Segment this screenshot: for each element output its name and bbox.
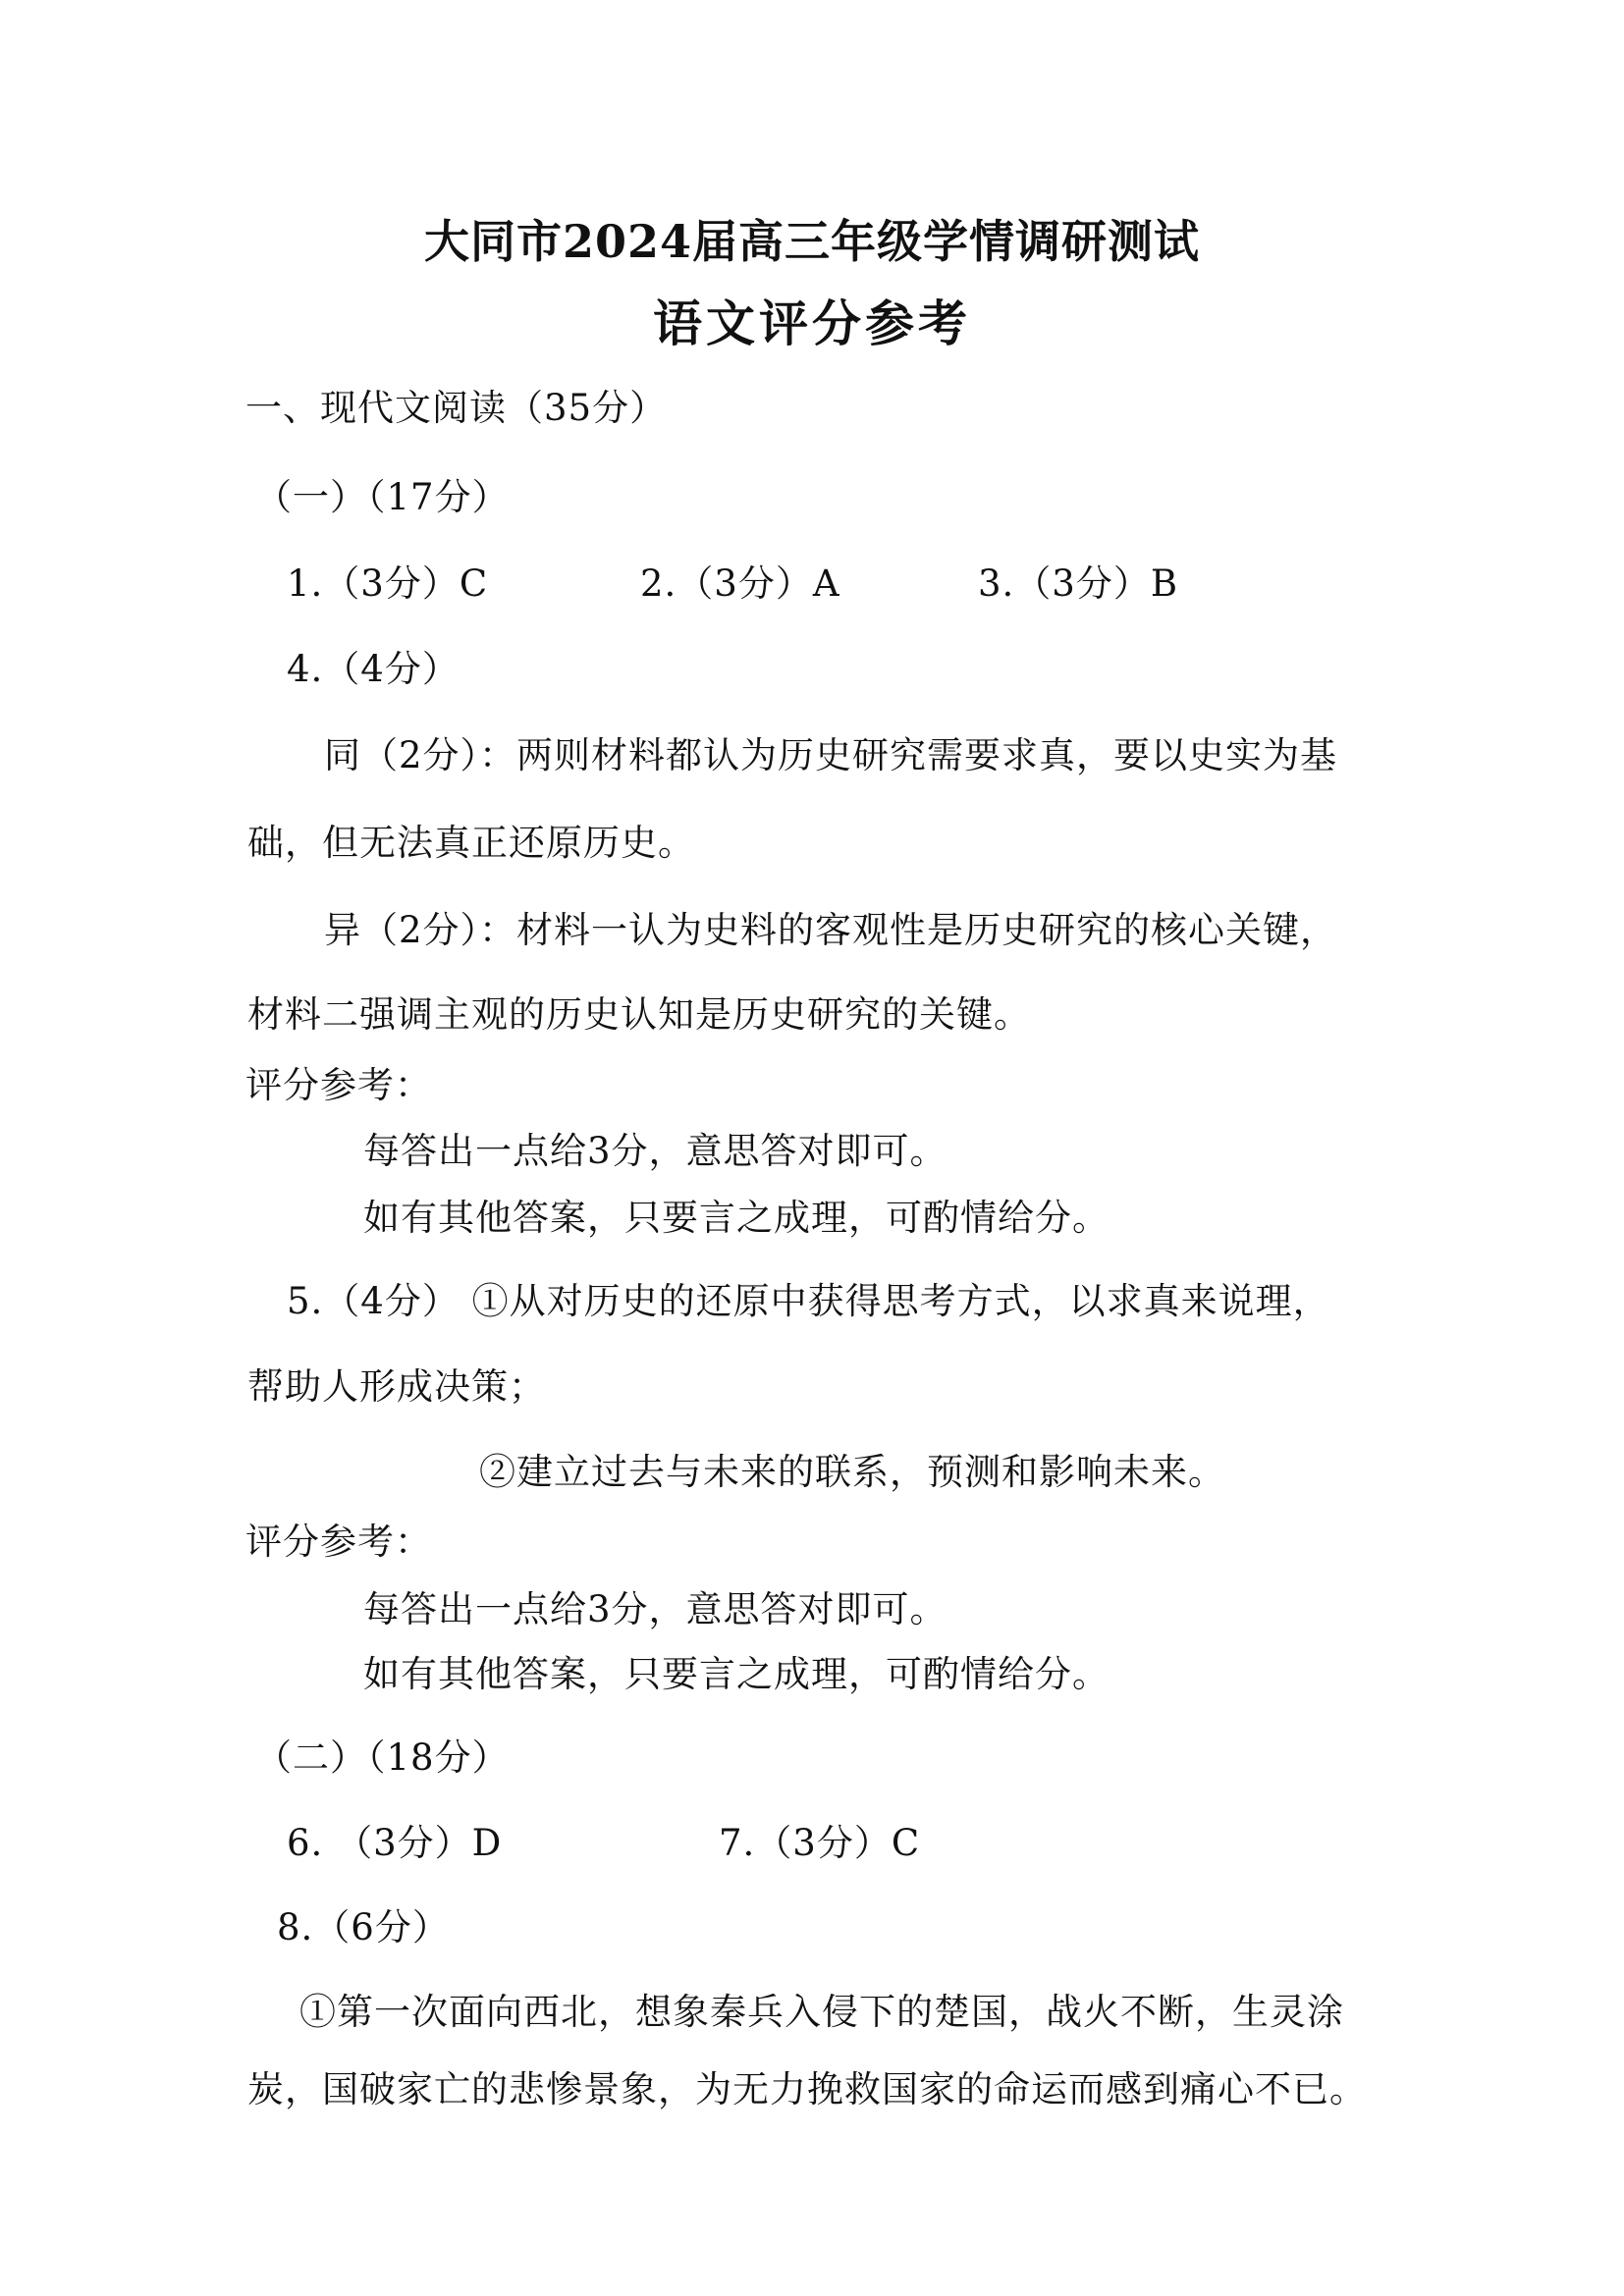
q5-rubric-label: 评分参考： — [245, 1521, 432, 1563]
q8-line-1: ①第一次面向西北，想象秦兵入侵下的楚国，战火不断，生灵涂 — [299, 1991, 1344, 2033]
q4-same-line-2: 础，但无法真正还原历史。 — [247, 822, 695, 864]
page-title: 大同市2024届高三年级学情调研测试 — [423, 215, 1201, 268]
q5-line-1: 5.（4分） ①从对历史的还原中获得思考方式，以求真来说理， — [287, 1280, 1330, 1322]
question-label-q4: 4.（4分） — [287, 648, 460, 690]
q8-line-2: 炭，国破家亡的悲惨景象，为无力挽救国家的命运而感到痛心不已。 — [247, 2068, 1367, 2110]
q4-diff-line-2: 材料二强调主观的历史认知是历史研究的关键。 — [247, 993, 1031, 1036]
q5-line-3: ②建立过去与未来的联系，预测和影响未来。 — [479, 1451, 1225, 1493]
question-label-q8: 8.（6分） — [277, 1906, 450, 1949]
q5-line-2: 帮助人形成决策； — [247, 1365, 546, 1408]
q5-rubric-line-1: 每答出一点给3分，意思答对即可。 — [363, 1588, 947, 1630]
answer-q1: 1.（3分）C — [287, 562, 489, 605]
answer-q3: 3.（3分）B — [978, 562, 1179, 605]
q4-same-line-1: 同（2分）：两则材料都认为历史研究需要求真，要以史实为基 — [324, 734, 1338, 776]
part-heading-1: （一）（17分） — [255, 476, 510, 518]
q4-rubric-line-1: 每答出一点给3分，意思答对即可。 — [363, 1130, 947, 1172]
answer-q6: 6. （3分）D — [287, 1822, 503, 1864]
q4-rubric-line-2: 如有其他答案，只要言之成理，可酌情给分。 — [363, 1197, 1110, 1239]
q4-rubric-label: 评分参考： — [245, 1064, 432, 1106]
q5-rubric-line-2: 如有其他答案，只要言之成理，可酌情给分。 — [363, 1653, 1110, 1695]
q4-diff-line-1: 异（2分）：材料一认为史料的客观性是历史研究的核心关键， — [324, 909, 1338, 951]
page-subtitle: 语文评分参考 — [653, 294, 971, 352]
part-heading-2: （二）（18分） — [255, 1736, 510, 1779]
answer-q2: 2.（3分）A — [640, 562, 840, 605]
section-heading-modern-reading: 一、现代文阅读（35分） — [245, 387, 668, 429]
answer-q7: 7.（3分）C — [719, 1822, 921, 1864]
